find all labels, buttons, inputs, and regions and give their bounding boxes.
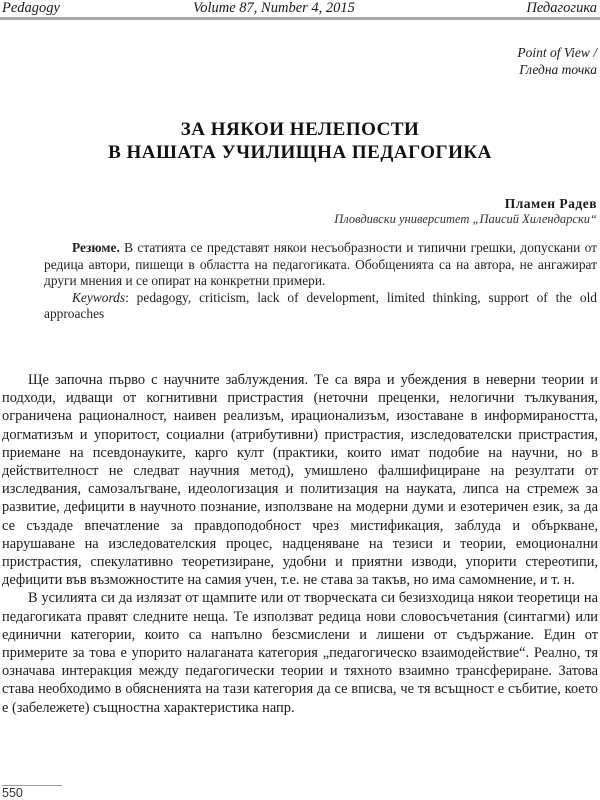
header-rule (0, 17, 600, 20)
title-line-1: ЗА НЯКОИ НЕЛЕПОСТИ (180, 119, 420, 140)
keywords-paragraph (44, 290, 597, 323)
abstract (44, 240, 597, 323)
running-head (0, 0, 600, 16)
body-paragraph: В усилията си да излязат от щампите или от творческата си безизходица някои теоретици на педагогиката правят следните неща. Те използват редица нови словосъчетания (синтагми) или единични категории, които са напълно безсмислени и лишени от съдържание. Един от примерите за това е упорито налаганата категория „педагогическо взаимодействие“. Реално, тя означава интеракция между педагогически теории и тяхното взаимно трансфериране. Затова става необходимо в обясненията на тази категория да се вписва, че тя всъщност е събитие, което е (забележете) същностна характеристика напр. (2, 590, 598, 716)
journal-name-en: Pedagogy (2, 0, 60, 16)
title-line-2: В НАШАТА УЧИЛИЩНА ПЕДАГОГИКА (108, 142, 492, 163)
page-number: 550 (2, 786, 23, 800)
author-block (334, 196, 597, 226)
keywords-label: Keywords (72, 289, 126, 305)
keywords-text: : pedagogy, criticism, lack of development, limited thinking, support of the old approaches (44, 289, 597, 321)
author-affiliation: Пловдивски университет „Паисий Хилендарски“ (334, 212, 597, 226)
abstract-paragraph (44, 240, 597, 290)
article-body (2, 371, 598, 717)
author-name: Пламен Радев (504, 196, 597, 211)
abstract-text: В статията се представят някои несъобразности и типични грешки, допускани от редица автори, пишещи в областта на педагогиката. Обобщенията са на автора, не ангажират други мнения и се опират на конкретни примери. (44, 240, 597, 288)
article-title (0, 118, 600, 164)
abstract-label: Резюме. (72, 240, 120, 255)
journal-name-bg: Педагогика (526, 0, 597, 16)
volume-issue: Volume 87, Number 4, 2015 (193, 0, 355, 16)
section-tag (517, 44, 597, 78)
body-paragraph: Ще започна първо с научните заблуждения. Те са вяра и убеждения в неверни теории и подходи, идващи от когнитивни пристрастия (неточни преценки, нелогични тълкувания, ограничена рационалност, наивен реализъм, ирационализъм, изоставане в информираността, догматизъм и упоритост, социални (атрибутивни) пристрастия, изследователски пристрастия, приемане на псевдонауките, карго култ (практики, които имат подобие на научни, но в действителност не следват научния метод), умишлено фалшифициране на резултати от изследвания, самозалъгване, идеологизация и политизация на науката, липса на стремеж за развитие, дефицити в научното познание, използване на модерни думи и езотеричен език, за да се създаде впечатление за правдоподобност чрез мистификация, заблуда и объркване, нарушаване на изследователския процес, надценяване на тезиси и теории, емоционални пристрастия, спекулативно теоретизиране, удобни и приятни изводи, упорити стереотипи, дефицити във възможностите на самия учен, т.е. не става за такъв, но има самомнение, и т. н. (2, 372, 598, 589)
section-tag-en: Point of View / (517, 45, 597, 60)
section-tag-bg: Гледна точка (519, 62, 597, 77)
